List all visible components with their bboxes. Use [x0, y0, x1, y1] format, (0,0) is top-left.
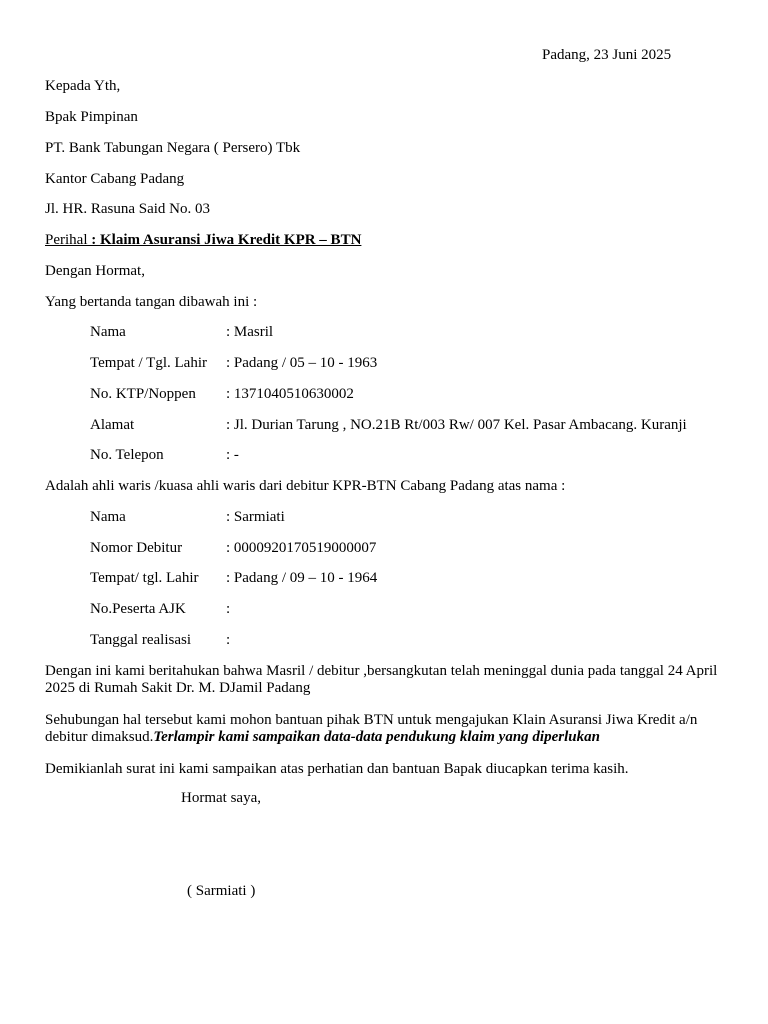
debtor-row-ajk — [90, 601, 230, 618]
signer-name: ( Sarmiati ) — [187, 883, 256, 899]
field-value: : Sarmiati — [226, 509, 285, 525]
greeting: Dengan Hormat, — [45, 263, 145, 279]
field-value: : 1371040510630002 — [226, 386, 354, 402]
attachment-note: Terlampir kami sampaikan data-data pendukung klaim yang diperlukan — [153, 729, 600, 745]
field-value: : Padang / 05 – 10 - 1963 — [226, 355, 378, 371]
field-value: : — [226, 601, 231, 617]
heir-statement: Adalah ahli waris /kuasa ahli waris dari debitur KPR-BTN Cabang Padang atas nama : — [45, 478, 566, 494]
recipient-line-1: Bpak Pimpinan — [45, 109, 138, 125]
subject-line — [45, 232, 361, 249]
request-text: Sehubungan hal tersebut kami mohon bantuan pihak BTN untuk mengajukan Klain Asuransi Jiwa Kredit a/n debitur dimaksud. — [45, 712, 698, 745]
recipient-salutation: Kepada Yth, — [45, 78, 121, 94]
paragraph-request — [45, 712, 725, 746]
recipient-line-4: Jl. HR. Rasuna Said No. 03 — [45, 201, 210, 217]
recipient-line-3: Kantor Cabang Padang — [45, 171, 185, 187]
applicant-row-ktp — [90, 386, 354, 403]
field-label: Tempat/ tgl. Lahir — [90, 570, 199, 586]
field-label: No. KTP/Noppen — [90, 386, 196, 402]
applicant-row-address — [90, 417, 687, 434]
field-label: No.Peserta AJK — [90, 601, 186, 617]
field-value: : 0000920170519000007 — [226, 540, 377, 556]
field-label: Nama — [90, 509, 126, 525]
recipient-line-2: PT. Bank Tabungan Negara ( Persero) Tbk — [45, 140, 301, 156]
closing-regards: Hormat saya, — [181, 790, 261, 806]
debtor-row-birth — [90, 570, 377, 587]
debtor-row-number — [90, 540, 376, 557]
field-value: : Masril — [226, 324, 274, 340]
field-value: : Jl. Durian Tarung , NO.21B Rt/003 Rw/ 007 Kel. Pasar Ambacang. Kuranji — [226, 417, 687, 433]
applicant-row-phone — [90, 447, 239, 464]
field-label: Nomor Debitur — [90, 540, 183, 556]
subject-value: : Klaim Asuransi Jiwa Kredit KPR – BTN — [87, 232, 362, 248]
field-value: : - — [226, 447, 239, 463]
field-label: Nama — [90, 324, 126, 340]
field-label: Tempat / Tgl. Lahir — [90, 355, 207, 371]
field-label: Tanggal realisasi — [90, 632, 191, 648]
field-label: No. Telepon — [90, 447, 164, 463]
field-label: Alamat — [90, 417, 135, 433]
applicant-row-birth — [90, 355, 377, 372]
place-date: Padang, 23 Juni 2025 — [542, 47, 672, 63]
applicant-row-name — [90, 324, 273, 341]
subject-label: Perihal — [45, 232, 88, 248]
paragraph-closing: Demikianlah surat ini kami sampaikan atas perhatian dan bantuan Bapak diucapkan terima kasih. — [45, 761, 629, 777]
field-value: : — [226, 632, 231, 648]
debtor-row-name — [90, 509, 285, 526]
debtor-row-realization — [90, 632, 230, 649]
intro-text: Yang bertanda tangan dibawah ini : — [45, 294, 258, 310]
field-value: : Padang / 09 – 10 - 1964 — [226, 570, 378, 586]
paragraph-notice: Dengan ini kami beritahukan bahwa Masril / debitur ,bersangkutan telah meninggal dunia pada tanggal 24 April 2025 di Rumah Sakit Dr. M. DJamil Padang — [45, 663, 718, 696]
